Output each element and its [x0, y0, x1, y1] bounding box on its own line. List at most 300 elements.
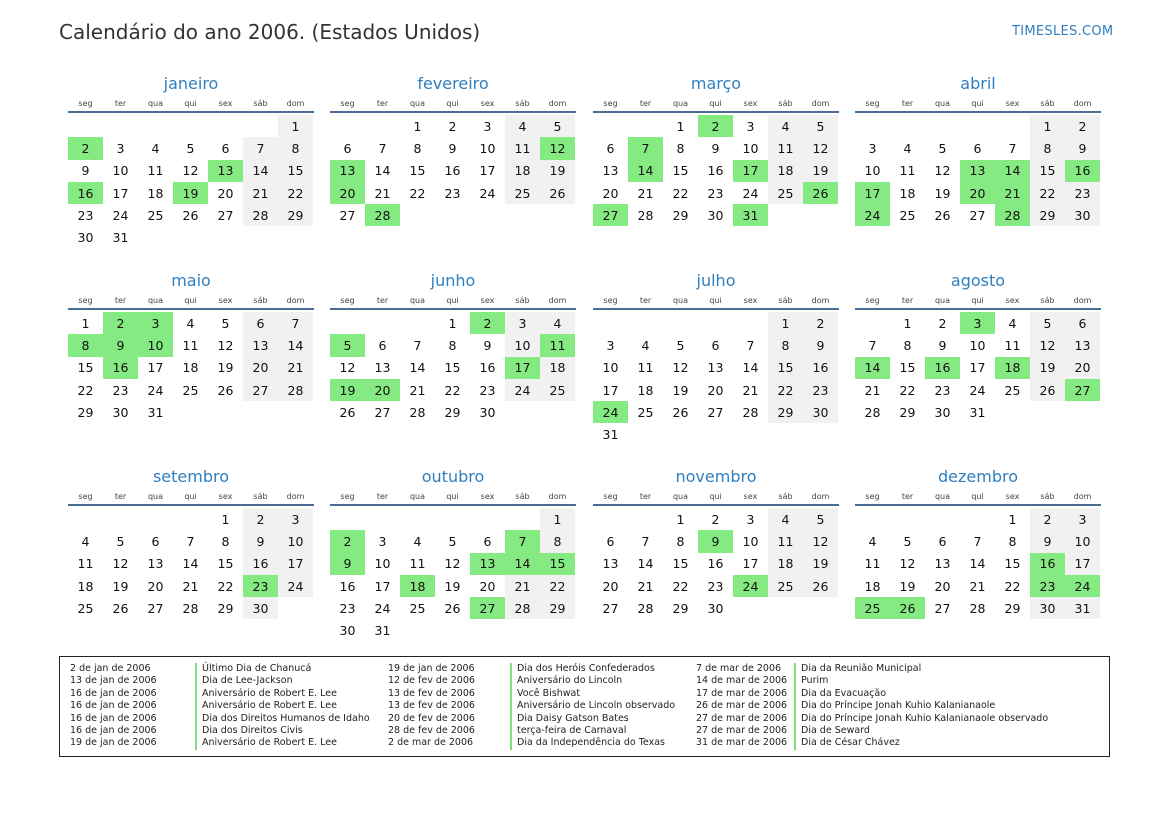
day-cell: 19	[899, 578, 916, 594]
day-cell: 27	[934, 600, 951, 616]
holiday-day-cell: 10	[138, 334, 173, 356]
weekday-label: seg	[78, 492, 93, 501]
day-cell: 6	[483, 533, 492, 549]
weekday-label: ter	[376, 296, 389, 305]
weekday-label: qui	[446, 492, 459, 501]
page-title: Calendário do ano 2006. (Estados Unidos)	[59, 20, 481, 44]
holiday-day-cell: 21	[995, 182, 1030, 204]
day-cell: 5	[116, 533, 125, 549]
day-cell: 4	[186, 315, 195, 331]
day-cell: 20	[602, 185, 619, 201]
day-cell: 21	[969, 578, 986, 594]
weekday-label: sex	[480, 296, 495, 305]
day-cell: 12	[217, 337, 234, 353]
day-cell: 24	[374, 600, 391, 616]
empty-cell	[243, 115, 278, 137]
weekday-label: ter	[376, 99, 389, 108]
month-name: junho	[430, 271, 476, 290]
day-cell: 5	[803, 115, 838, 137]
site-link[interactable]: TIMESLES.COM	[1012, 24, 1114, 39]
day-cell: 9	[448, 140, 457, 156]
empty-cell	[68, 115, 103, 137]
day-cell: 15	[672, 163, 689, 179]
month-name: maio	[171, 271, 211, 290]
weekday-label: qui	[184, 296, 197, 305]
day-cell: 15	[768, 357, 803, 379]
day-cell: 18	[864, 578, 881, 594]
day-cell: 31	[112, 230, 129, 246]
holiday-day-cell: 13	[208, 160, 243, 182]
day-cell: 12	[444, 556, 461, 572]
legend-names	[195, 663, 370, 750]
empty-cell	[435, 508, 470, 530]
legend-holiday-name: Purim	[794, 675, 1048, 687]
day-cell: 1	[81, 315, 90, 331]
month-março	[593, 73, 839, 226]
day-cell: 31	[147, 404, 164, 420]
day-cell: 13	[602, 556, 619, 572]
day-cell: 9	[81, 163, 90, 179]
day-cell: 19	[444, 578, 461, 594]
holiday-day-cell: 24	[733, 575, 768, 597]
weekday-label: qui	[446, 99, 459, 108]
weekday-label: dom	[1073, 492, 1092, 501]
weekday-label: sex	[743, 492, 758, 501]
day-cell: 15	[444, 360, 461, 376]
day-cell: 25	[147, 207, 164, 223]
day-cell: 23	[339, 600, 356, 616]
legend-holiday-name: Dia da Evacuação	[794, 688, 1048, 700]
day-cell: 17	[147, 360, 164, 376]
weekday-label: sáb	[778, 99, 793, 108]
day-cell: 31	[969, 404, 986, 420]
day-cell: 29	[899, 404, 916, 420]
day-cell: 15	[77, 360, 94, 376]
day-cell: 8	[1030, 137, 1065, 159]
day-cell: 30	[707, 207, 724, 223]
day-cell: 10	[374, 556, 391, 572]
day-cell: 17	[278, 553, 313, 575]
day-cell: 27	[969, 207, 986, 223]
empty-cell	[855, 312, 890, 334]
legend-date: 20 de fev de 2006	[388, 712, 475, 724]
empty-cell	[628, 508, 663, 530]
holiday-day-cell: 27	[1065, 379, 1100, 401]
holiday-day-cell: 20	[365, 379, 400, 401]
day-cell: 11	[768, 530, 803, 552]
day-cell: 19	[934, 185, 951, 201]
empty-cell	[365, 312, 400, 334]
day-cell: 18	[637, 382, 654, 398]
day-cell: 12	[182, 163, 199, 179]
day-cell: 30	[1065, 204, 1100, 226]
day-cell: 22	[409, 185, 426, 201]
holiday-day-cell: 3	[960, 312, 995, 334]
day-cell: 23	[934, 382, 951, 398]
day-cell: 21	[864, 382, 881, 398]
day-cell: 11	[1004, 337, 1021, 353]
day-cell: 14	[243, 160, 278, 182]
day-cell: 29	[77, 404, 94, 420]
holiday-day-cell: 19	[173, 182, 208, 204]
day-cell: 8	[676, 140, 685, 156]
weekday-label: qui	[446, 296, 459, 305]
holiday-day-cell: 2	[103, 312, 138, 334]
day-cell: 27	[374, 404, 391, 420]
weekday-label: seg	[865, 296, 880, 305]
day-cell: 6	[711, 337, 720, 353]
day-cell: 20	[217, 185, 234, 201]
weekday-label: ter	[901, 296, 914, 305]
day-cell: 1	[448, 315, 457, 331]
legend-date: 16 de jan de 2006	[70, 725, 157, 737]
empty-cell	[330, 312, 365, 334]
day-cell: 13	[707, 360, 724, 376]
legend-holiday-name: terça-feira de Carnaval	[510, 725, 675, 737]
month-setembro	[68, 466, 314, 619]
day-cell: 10	[742, 140, 759, 156]
legend-date: 2 de mar de 2006	[388, 737, 474, 749]
day-cell: 17	[602, 382, 619, 398]
day-cell: 29	[1030, 204, 1065, 226]
month-janeiro	[68, 73, 314, 249]
day-cell: 14	[278, 334, 313, 356]
day-cell: 10	[1065, 530, 1100, 552]
day-cell: 23	[77, 207, 94, 223]
day-cell: 10	[479, 140, 496, 156]
day-cell: 10	[742, 533, 759, 549]
day-cell: 1	[1008, 511, 1017, 527]
day-cell: 26	[339, 404, 356, 420]
day-cell: 20	[934, 578, 951, 594]
day-cell: 17	[1065, 553, 1100, 575]
day-cell: 5	[903, 533, 912, 549]
day-cell: 15	[409, 163, 426, 179]
day-cell: 30	[479, 404, 496, 420]
day-cell: 6	[221, 140, 230, 156]
legend-holiday-name: Dia da Reunião Municipal	[794, 663, 1048, 675]
weekday-label: qua	[409, 296, 426, 305]
holiday-day-cell: 16	[68, 182, 103, 204]
legend-date: 19 de jan de 2006	[70, 737, 157, 749]
day-cell: 25	[899, 207, 916, 223]
weekday-label: qua	[409, 99, 426, 108]
day-grid	[330, 115, 576, 226]
weekday-label: qui	[709, 99, 722, 108]
day-cell: 4	[151, 140, 160, 156]
day-cell: 21	[374, 185, 391, 201]
day-cell: 2	[243, 508, 278, 530]
weekday-label: dom	[286, 99, 305, 108]
month-name: agosto	[950, 271, 1006, 290]
holiday-day-cell: 7	[505, 530, 540, 552]
day-cell: 10	[969, 337, 986, 353]
empty-cell	[208, 115, 243, 137]
day-cell: 11	[637, 360, 654, 376]
holiday-day-cell: 8	[68, 334, 103, 356]
weekday-label: qua	[672, 492, 689, 501]
weekday-label: sáb	[778, 492, 793, 501]
day-cell: 5	[448, 533, 457, 549]
day-cell: 17	[112, 185, 129, 201]
day-cell: 13	[374, 360, 391, 376]
day-cell: 4	[81, 533, 90, 549]
day-cell: 12	[803, 137, 838, 159]
weekday-label: ter	[901, 492, 914, 501]
day-grid	[855, 115, 1101, 226]
day-cell: 12	[934, 163, 951, 179]
empty-cell	[330, 508, 365, 530]
empty-cell	[855, 115, 890, 137]
day-grid	[68, 508, 314, 619]
legend-date: 31 de mar de 2006	[696, 737, 788, 749]
holiday-day-cell: 16	[103, 357, 138, 379]
day-cell: 1	[278, 115, 313, 137]
legend-date: 19 de jan de 2006	[388, 663, 475, 674]
day-cell: 8	[221, 533, 230, 549]
month-name: abril	[960, 74, 996, 93]
weekday-label: sáb	[253, 99, 268, 108]
day-cell: 3	[505, 312, 540, 334]
weekday-header	[330, 491, 576, 506]
day-cell: 12	[1030, 334, 1065, 356]
weekday-label: seg	[603, 296, 618, 305]
day-cell: 11	[768, 137, 803, 159]
empty-cell	[890, 115, 925, 137]
empty-cell	[138, 508, 173, 530]
day-cell: 18	[505, 160, 540, 182]
weekday-label: ter	[639, 492, 652, 501]
day-cell: 4	[1008, 315, 1017, 331]
legend-holiday-name: Dia do Príncipe Jonah Kuhio Kalanianaole observado	[794, 713, 1048, 725]
weekday-label: qua	[672, 296, 689, 305]
day-cell: 8	[676, 533, 685, 549]
day-cell: 20	[147, 578, 164, 594]
day-cell: 21	[505, 575, 540, 597]
day-cell: 14	[637, 556, 654, 572]
day-cell: 15	[1030, 160, 1065, 182]
day-cell: 21	[409, 382, 426, 398]
month-novembro	[593, 466, 839, 619]
day-cell: 20	[602, 578, 619, 594]
day-cell: 1	[676, 511, 685, 527]
legend-date: 28 de fev de 2006	[388, 725, 475, 737]
legend-date: 14 de mar de 2006	[696, 675, 788, 687]
holiday-day-cell: 13	[960, 160, 995, 182]
day-cell: 19	[1030, 357, 1065, 379]
weekday-label: sex	[1005, 492, 1020, 501]
day-cell: 29	[672, 207, 689, 223]
day-cell: 8	[540, 530, 575, 552]
day-cell: 2	[448, 118, 457, 134]
month-julho	[593, 270, 839, 446]
day-cell: 23	[444, 185, 461, 201]
weekday-header	[855, 295, 1101, 310]
month-name: outubro	[421, 467, 485, 486]
weekday-label: sex	[480, 492, 495, 501]
holiday-day-cell: 9	[103, 334, 138, 356]
day-cell: 3	[746, 511, 755, 527]
holiday-day-cell: 17	[855, 182, 890, 204]
holiday-day-cell: 13	[330, 160, 365, 182]
holiday-day-cell: 3	[138, 312, 173, 334]
day-grid	[593, 508, 839, 619]
holiday-day-cell: 28	[365, 204, 400, 226]
day-cell: 29	[768, 401, 803, 423]
day-cell: 9	[483, 337, 492, 353]
day-cell: 12	[339, 360, 356, 376]
weekday-label: qua	[934, 492, 951, 501]
day-cell: 6	[1065, 312, 1100, 334]
day-cell: 1	[676, 118, 685, 134]
holiday-day-cell: 15	[540, 553, 575, 575]
holiday-day-cell: 18	[400, 575, 435, 597]
day-cell: 29	[444, 404, 461, 420]
weekday-label: sáb	[515, 296, 530, 305]
day-cell: 30	[803, 401, 838, 423]
legend-holiday-name: Aniversário de Lincoln observado	[510, 700, 675, 712]
legend-date: 13 de jan de 2006	[70, 675, 157, 687]
weekday-label: seg	[340, 99, 355, 108]
day-cell: 18	[182, 360, 199, 376]
day-cell: 6	[606, 533, 615, 549]
day-cell: 31	[602, 427, 619, 443]
day-cell: 2	[711, 511, 720, 527]
weekday-label: qua	[934, 99, 951, 108]
day-cell: 23	[112, 382, 129, 398]
day-cell: 4	[768, 115, 803, 137]
weekday-label: dom	[548, 99, 567, 108]
day-grid	[68, 312, 314, 423]
month-junho	[330, 270, 576, 423]
weekday-label: sex	[218, 296, 233, 305]
legend-date: 13 de fev de 2006	[388, 700, 475, 712]
holiday-day-cell: 9	[698, 530, 733, 552]
day-cell: 28	[637, 207, 654, 223]
holiday-day-cell: 2	[68, 137, 103, 159]
day-cell: 25	[768, 575, 803, 597]
holiday-day-cell: 19	[330, 379, 365, 401]
legend-holiday-name: Dia de Lee-Jackson	[195, 675, 370, 687]
holiday-day-cell: 26	[890, 597, 925, 619]
day-cell: 9	[1065, 137, 1100, 159]
day-cell: 25	[540, 379, 575, 401]
day-cell: 16	[339, 578, 356, 594]
legend-holiday-name: Aniversário de Robert E. Lee	[195, 700, 370, 712]
weekday-label: seg	[340, 492, 355, 501]
weekday-label: ter	[639, 296, 652, 305]
holiday-day-cell: 2	[698, 115, 733, 137]
day-cell: 22	[444, 382, 461, 398]
day-cell: 4	[540, 312, 575, 334]
day-cell: 21	[243, 182, 278, 204]
month-name: julho	[696, 271, 736, 290]
day-cell: 24	[147, 382, 164, 398]
day-cell: 9	[243, 530, 278, 552]
day-cell: 29	[1004, 600, 1021, 616]
weekday-header	[593, 295, 839, 310]
holiday-day-cell: 27	[470, 597, 505, 619]
day-cell: 3	[378, 533, 387, 549]
holiday-day-cell: 2	[470, 312, 505, 334]
day-cell: 25	[637, 404, 654, 420]
empty-cell	[925, 115, 960, 137]
day-cell: 3	[116, 140, 125, 156]
day-cell: 30	[934, 404, 951, 420]
legend-date: 17 de mar de 2006	[696, 687, 788, 699]
holiday-day-cell: 18	[995, 357, 1030, 379]
day-cell: 1	[540, 508, 575, 530]
holiday-day-cell: 11	[540, 334, 575, 356]
day-cell: 10	[864, 163, 881, 179]
day-cell: 22	[768, 379, 803, 401]
day-cell: 20	[707, 382, 724, 398]
day-cell: 6	[378, 337, 387, 353]
day-cell: 22	[672, 185, 689, 201]
day-cell: 30	[339, 623, 356, 639]
day-cell: 8	[903, 337, 912, 353]
day-cell: 31	[374, 623, 391, 639]
day-cell: 12	[803, 530, 838, 552]
day-cell: 28	[505, 597, 540, 619]
weekday-label: dom	[286, 296, 305, 305]
day-cell: 27	[602, 600, 619, 616]
weekday-label: qua	[147, 296, 164, 305]
weekday-label: sex	[218, 492, 233, 501]
legend-dates	[388, 663, 475, 750]
day-cell: 14	[374, 163, 391, 179]
day-cell: 27	[707, 404, 724, 420]
day-cell: 9	[938, 337, 947, 353]
weekday-label: sáb	[253, 296, 268, 305]
day-cell: 15	[899, 360, 916, 376]
day-cell: 5	[938, 140, 947, 156]
weekday-label: dom	[548, 492, 567, 501]
weekday-label: qui	[709, 492, 722, 501]
day-cell: 27	[217, 207, 234, 223]
day-cell: 30	[112, 404, 129, 420]
day-cell: 6	[343, 140, 352, 156]
legend-names	[794, 663, 1048, 750]
day-cell: 22	[217, 578, 234, 594]
day-cell: 16	[444, 163, 461, 179]
day-cell: 22	[899, 382, 916, 398]
day-cell: 5	[221, 315, 230, 331]
weekday-header	[855, 98, 1101, 113]
weekday-label: seg	[865, 492, 880, 501]
day-cell: 8	[448, 337, 457, 353]
empty-cell	[628, 115, 663, 137]
day-cell: 24	[479, 185, 496, 201]
day-cell: 29	[278, 204, 313, 226]
day-cell: 8	[768, 334, 803, 356]
empty-cell	[960, 115, 995, 137]
weekday-label: sex	[743, 296, 758, 305]
day-cell: 18	[540, 357, 575, 379]
day-grid	[593, 312, 839, 446]
weekday-label: qui	[184, 492, 197, 501]
weekday-label: ter	[114, 296, 127, 305]
legend-dates	[696, 663, 787, 750]
day-grid	[330, 508, 576, 642]
day-cell: 30	[77, 230, 94, 246]
day-cell: 22	[540, 575, 575, 597]
day-cell: 11	[505, 137, 540, 159]
legend-date: 12 de fev de 2006	[388, 675, 475, 687]
weekday-label: sáb	[1040, 296, 1055, 305]
holiday-day-cell: 14	[505, 553, 540, 575]
empty-cell	[628, 312, 663, 334]
